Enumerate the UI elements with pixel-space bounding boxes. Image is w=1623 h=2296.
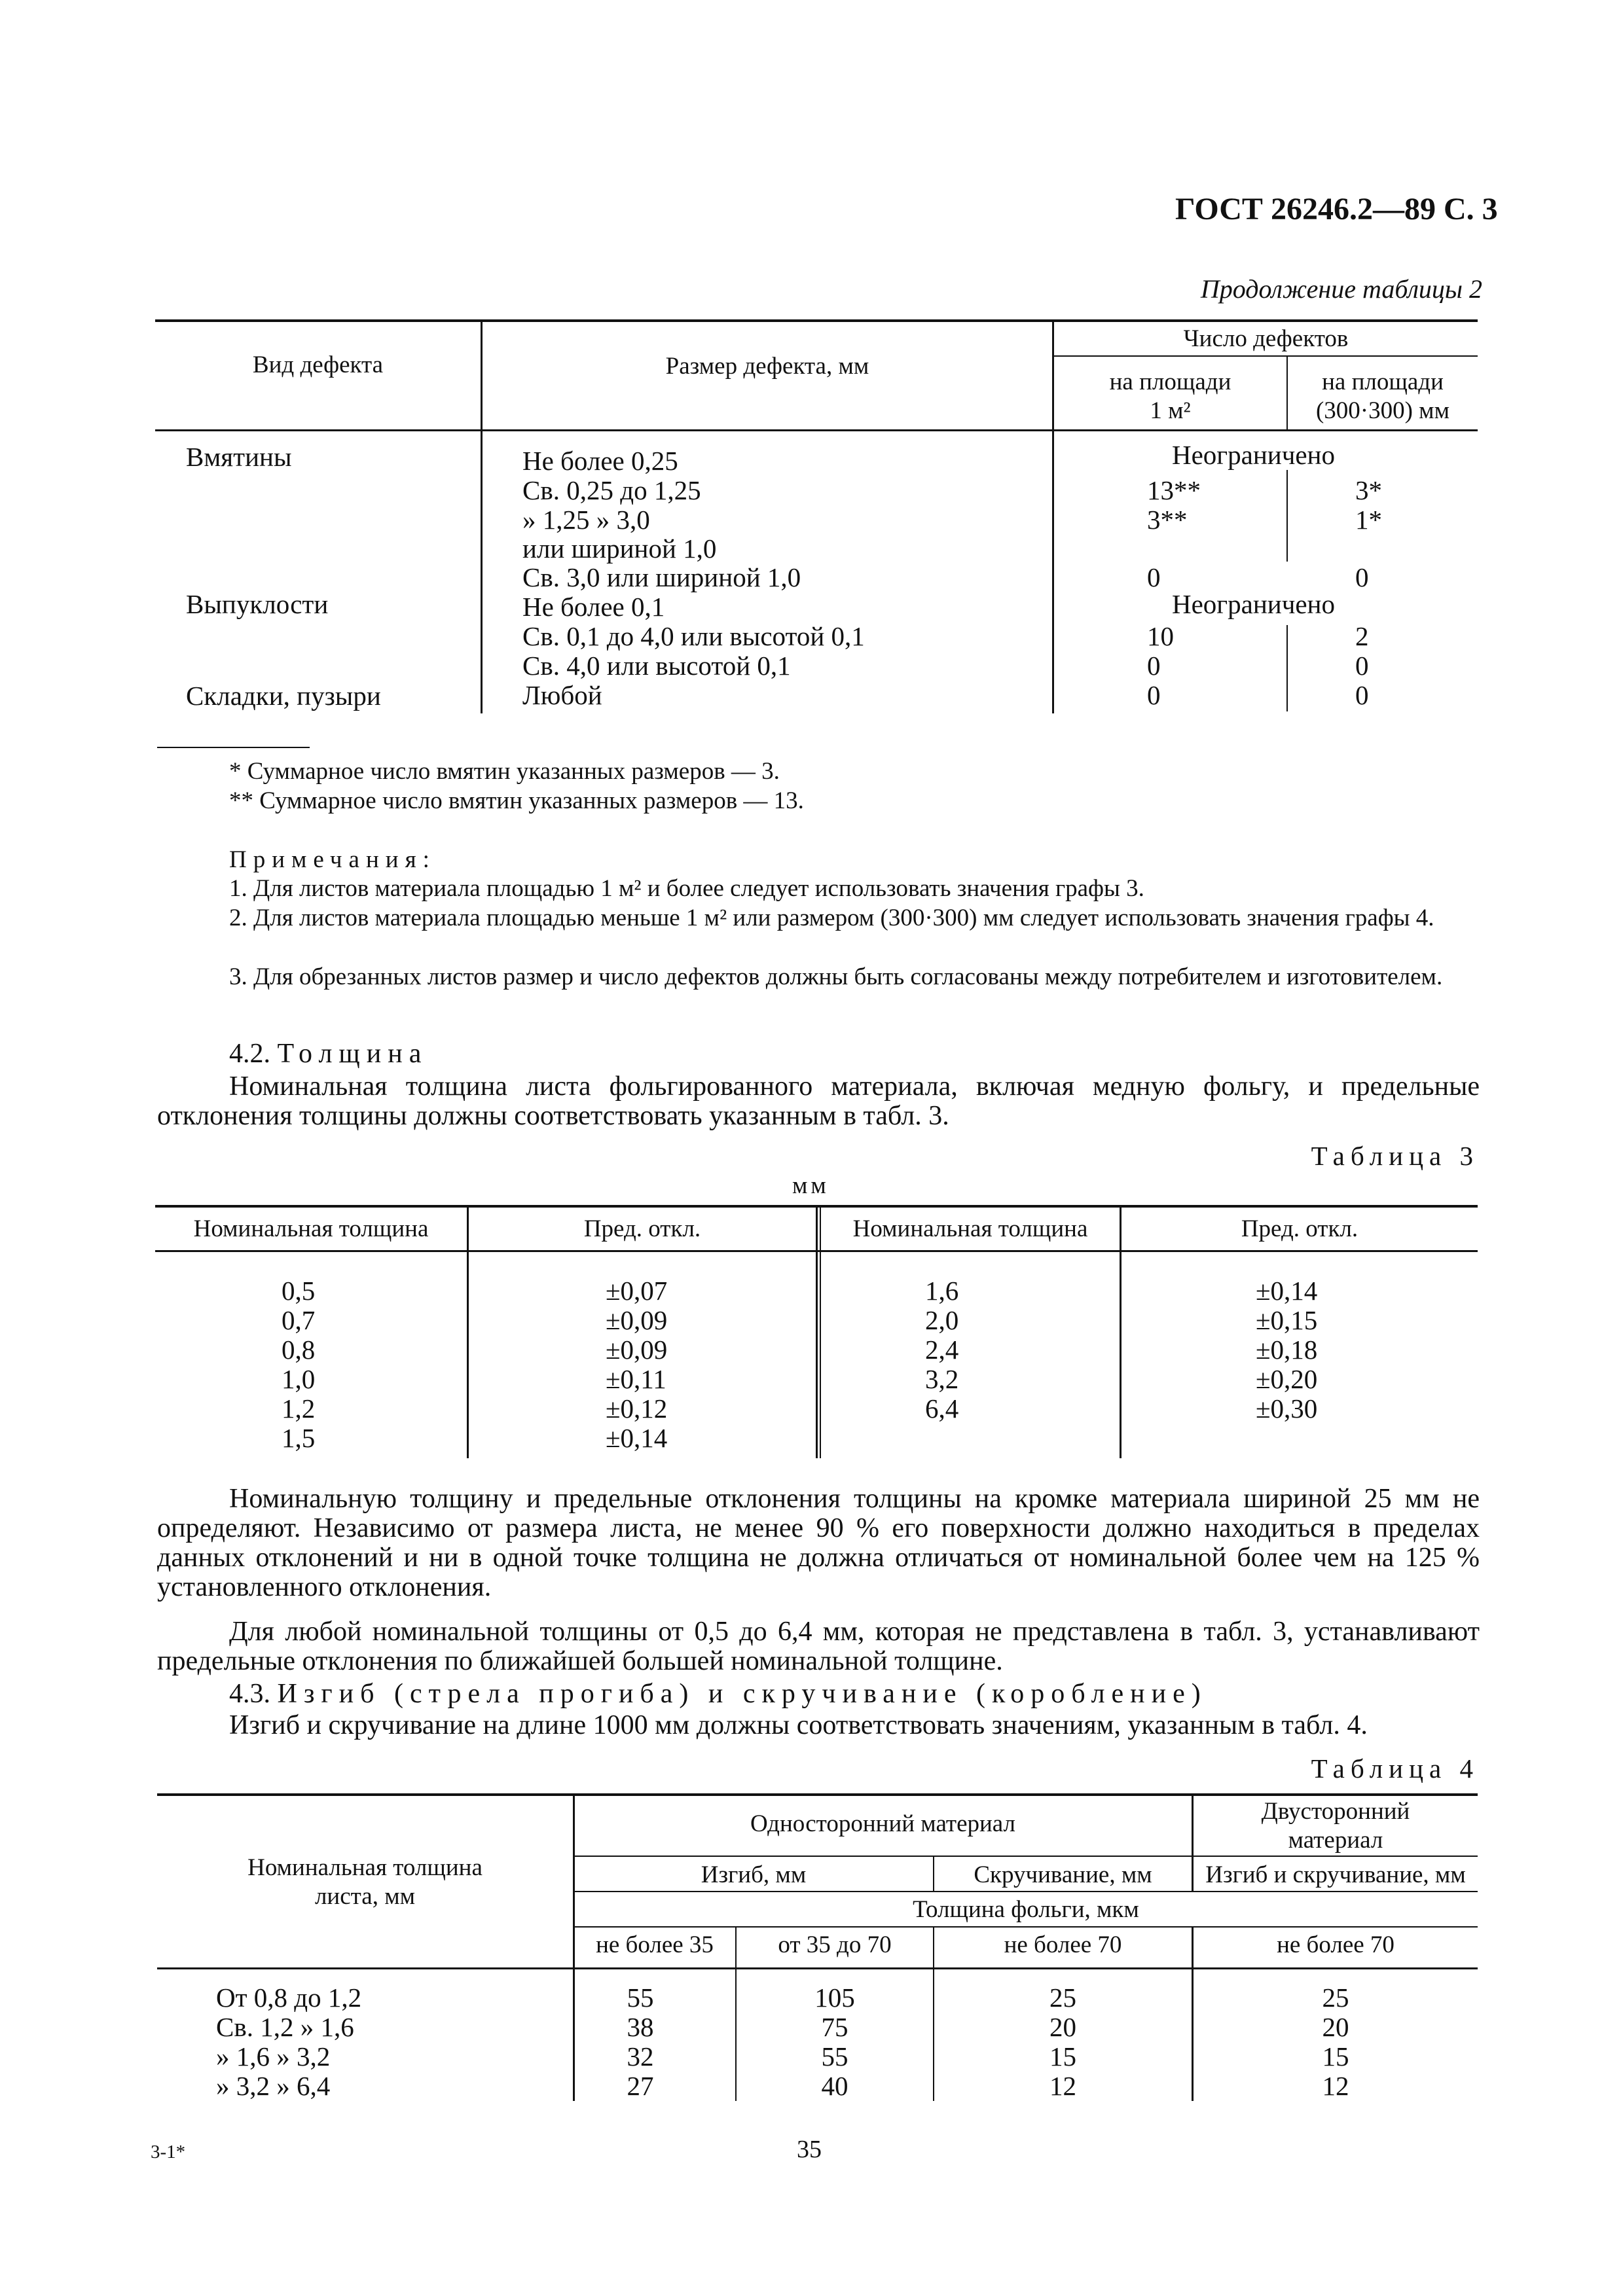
defect-count-col4: 3*: [1355, 475, 1382, 505]
defect-size: Не более 0,25: [522, 446, 678, 476]
table3-header: Номинальная толщина: [193, 1215, 429, 1242]
table2-head-col1: Вид дефекта: [252, 351, 384, 378]
table3-right-thickness: 1,6 2,0 2,4 3,2 6,4: [925, 1276, 959, 1424]
table2-hline: [1052, 355, 1478, 357]
table3-vline: [467, 1206, 469, 1458]
section-number: 4.2.: [229, 1039, 270, 1069]
defect-count-col4: 0: [1355, 651, 1369, 681]
table4-col-values: 105 75 55 40: [814, 1982, 855, 2101]
table4-hline: [574, 1856, 1478, 1857]
table4-range: Св. 1,2 » 1,6: [216, 2012, 354, 2042]
defect-size: Не более 0,1: [522, 592, 665, 622]
note-item: 2. Для листов материала площадью меньше 1 м² или размером (300·300) мм следует использовать значения графы 4.: [229, 905, 1434, 931]
table4-head-two-sided: Двусторонний материал: [1261, 1798, 1410, 1854]
table3-header: Пред. откл.: [583, 1215, 701, 1242]
table4-head-bend-twist: Изгиб и скручивание, мм: [1205, 1861, 1466, 1888]
footnote-separator: [157, 747, 310, 748]
defect-size: Св. 0,25 до 1,25: [522, 475, 701, 505]
defect-size: Св. 3,0 или шириной 1,0: [522, 562, 801, 592]
table3-header: Номинальная толщина: [852, 1215, 1088, 1242]
table3-vline: [816, 1206, 818, 1458]
table4-top-rule: [157, 1793, 1478, 1796]
defect-count-col3: 13**: [1147, 475, 1201, 505]
defect-count-col4: 2: [1355, 621, 1369, 651]
table3-left-deviation: ±0,07 ±0,09 ±0,09 ±0,11 ±0,12 ±0,14: [606, 1276, 668, 1453]
table4-hline: [574, 1891, 1478, 1892]
defect-count-col3: 0: [1147, 651, 1161, 681]
footnote: * Суммарное число вмятин указанных размеров — 3.: [229, 758, 780, 785]
table4-head-bend: Изгиб, мм: [701, 1861, 807, 1888]
table3-right-deviation: ±0,14 ±0,15 ±0,18 ±0,20 ±0,30: [1256, 1276, 1318, 1424]
table2-head-sub1: на площади 1 м²: [1109, 368, 1231, 425]
table3-unit: мм: [792, 1172, 830, 1199]
table4-head-one-sided: Односторонний материал: [750, 1810, 1016, 1837]
defect-type: Выпуклости: [186, 589, 329, 619]
table2-head-col2: Размер дефекта, мм: [665, 353, 869, 380]
defect-size: или шириной 1,0: [522, 533, 717, 564]
table2-continuation-caption: Продолжение таблицы 2: [1200, 274, 1482, 304]
table3-vline: [1120, 1206, 1122, 1458]
section-4-3-text: Изгиб и скручивание на длине 1000 мм должны соответствовать значениям, указанным в табл. 4.: [229, 1710, 1368, 1740]
defect-size: » 1,25 » 3,0: [522, 505, 650, 535]
table2-top-rule: [155, 319, 1478, 322]
table4-head-sub: от 35 до 70: [778, 1931, 892, 1958]
defect-type: Вмятины: [186, 442, 292, 472]
defect-count-col3: 0: [1147, 680, 1161, 710]
table3-left-thickness: 0,5 0,7 0,8 1,0 1,2 1,5: [282, 1276, 316, 1453]
defect-count-col4: 0: [1355, 562, 1369, 592]
page-number: 35: [797, 2136, 822, 2163]
defect-size: Св. 4,0 или высотой 0,1: [522, 651, 791, 681]
table4-range: » 1,6 » 3,2: [216, 2041, 331, 2072]
table3-caption: Таблица 3: [1311, 1141, 1479, 1171]
table2-head-rule: [155, 429, 1478, 431]
table4-range: От 0,8 до 1,2: [216, 1982, 362, 2013]
table2-inner-vline: [1286, 625, 1288, 711]
defect-size: Любой: [522, 680, 602, 710]
section-title: Изгиб (стрела прогиба) и скручивание (коробление): [277, 1679, 1207, 1709]
defect-count-unlimited: Неограничено: [1172, 589, 1335, 619]
table4-range: » 3,2 » 6,4: [216, 2071, 331, 2101]
footer-signature: 3-1*: [151, 2142, 186, 2162]
table4-head-sub: не более 70: [1277, 1931, 1395, 1958]
table3-header: Пред. откл.: [1241, 1215, 1359, 1242]
table4-head-col1: Номинальная толщина листа, мм: [247, 1854, 483, 1910]
table4-col-values: 55 38 32 27: [627, 1982, 654, 2101]
defect-count-col3: 10: [1147, 621, 1174, 651]
defect-count-col4: 1*: [1355, 505, 1382, 535]
paragraph: Для любой номинальной толщины от 0,5 до 6,4 мм, которая не представлена в табл. 3, устанавливают предельные отклонения по ближайшей большей номинальной толщине.: [157, 1617, 1480, 1676]
defect-count-col4: 0: [1355, 680, 1369, 710]
note-item: 1. Для листов материала площадью 1 м² и более следует использовать значения графы 3.: [229, 875, 1144, 902]
table4-head-sub: не более 35: [596, 1931, 714, 1958]
defect-count-unlimited: Неограничено: [1172, 440, 1335, 470]
table4-col-values: 25 20 15 12: [1322, 1982, 1349, 2101]
paragraph: Номинальную толщину и предельные отклонения толщины на кромке материала шириной 25 мм не определяют. Независимо от размера листа, не менее 90 % его поверхности должно находиться в пределах данных отклонений и ни в одной точке толщина не должна отличаться от номинальной более чем на 125 % установленного отклонения.: [157, 1484, 1480, 1602]
defect-count-col3: 3**: [1147, 505, 1188, 535]
table4-hline: [574, 1926, 1478, 1928]
notes-title: Примечания:: [229, 846, 436, 873]
table4-caption: Таблица 4: [1311, 1753, 1479, 1784]
section-4-3-heading: [229, 1678, 1207, 1710]
table4-head-foil: Толщина фольги, мкм: [913, 1896, 1139, 1923]
section-4-2-heading: [229, 1038, 428, 1069]
table4-col-values: 25 20 15 12: [1049, 1982, 1076, 2101]
table2-head-sub2: на площади (300·300) мм: [1315, 368, 1450, 425]
table2-head-group: Число дефектов: [1183, 325, 1349, 352]
page-header: ГОСТ 26246.2—89 С. 3: [1175, 192, 1498, 226]
table4-head-sub: не более 70: [1004, 1931, 1122, 1958]
table4-head-rule: [157, 1967, 1478, 1969]
table3-vline: [820, 1206, 821, 1458]
section-number: 4.3.: [229, 1679, 270, 1709]
table2-inner-vline: [1286, 470, 1288, 562]
table4-head-twist: Скручивание, мм: [974, 1861, 1152, 1888]
defect-type: Складки, пузыри: [186, 681, 381, 711]
section-4-2-text: Номинальная толщина листа фольгированного материала, включая медную фольгу, и предельные отклонения толщины должны соответствовать указанным в табл. 3.: [157, 1071, 1480, 1131]
section-title: Толщина: [277, 1039, 428, 1069]
defect-count-col3: 0: [1147, 562, 1161, 592]
footnote: ** Суммарное число вмятин указанных размеров — 13.: [229, 787, 804, 814]
defect-size: Св. 0,1 до 4,0 или высотой 0,1: [522, 621, 865, 651]
note-item: 3. Для обрезанных листов размер и число дефектов должны быть согласованы между потребителем и изготовителем.: [229, 963, 1443, 990]
